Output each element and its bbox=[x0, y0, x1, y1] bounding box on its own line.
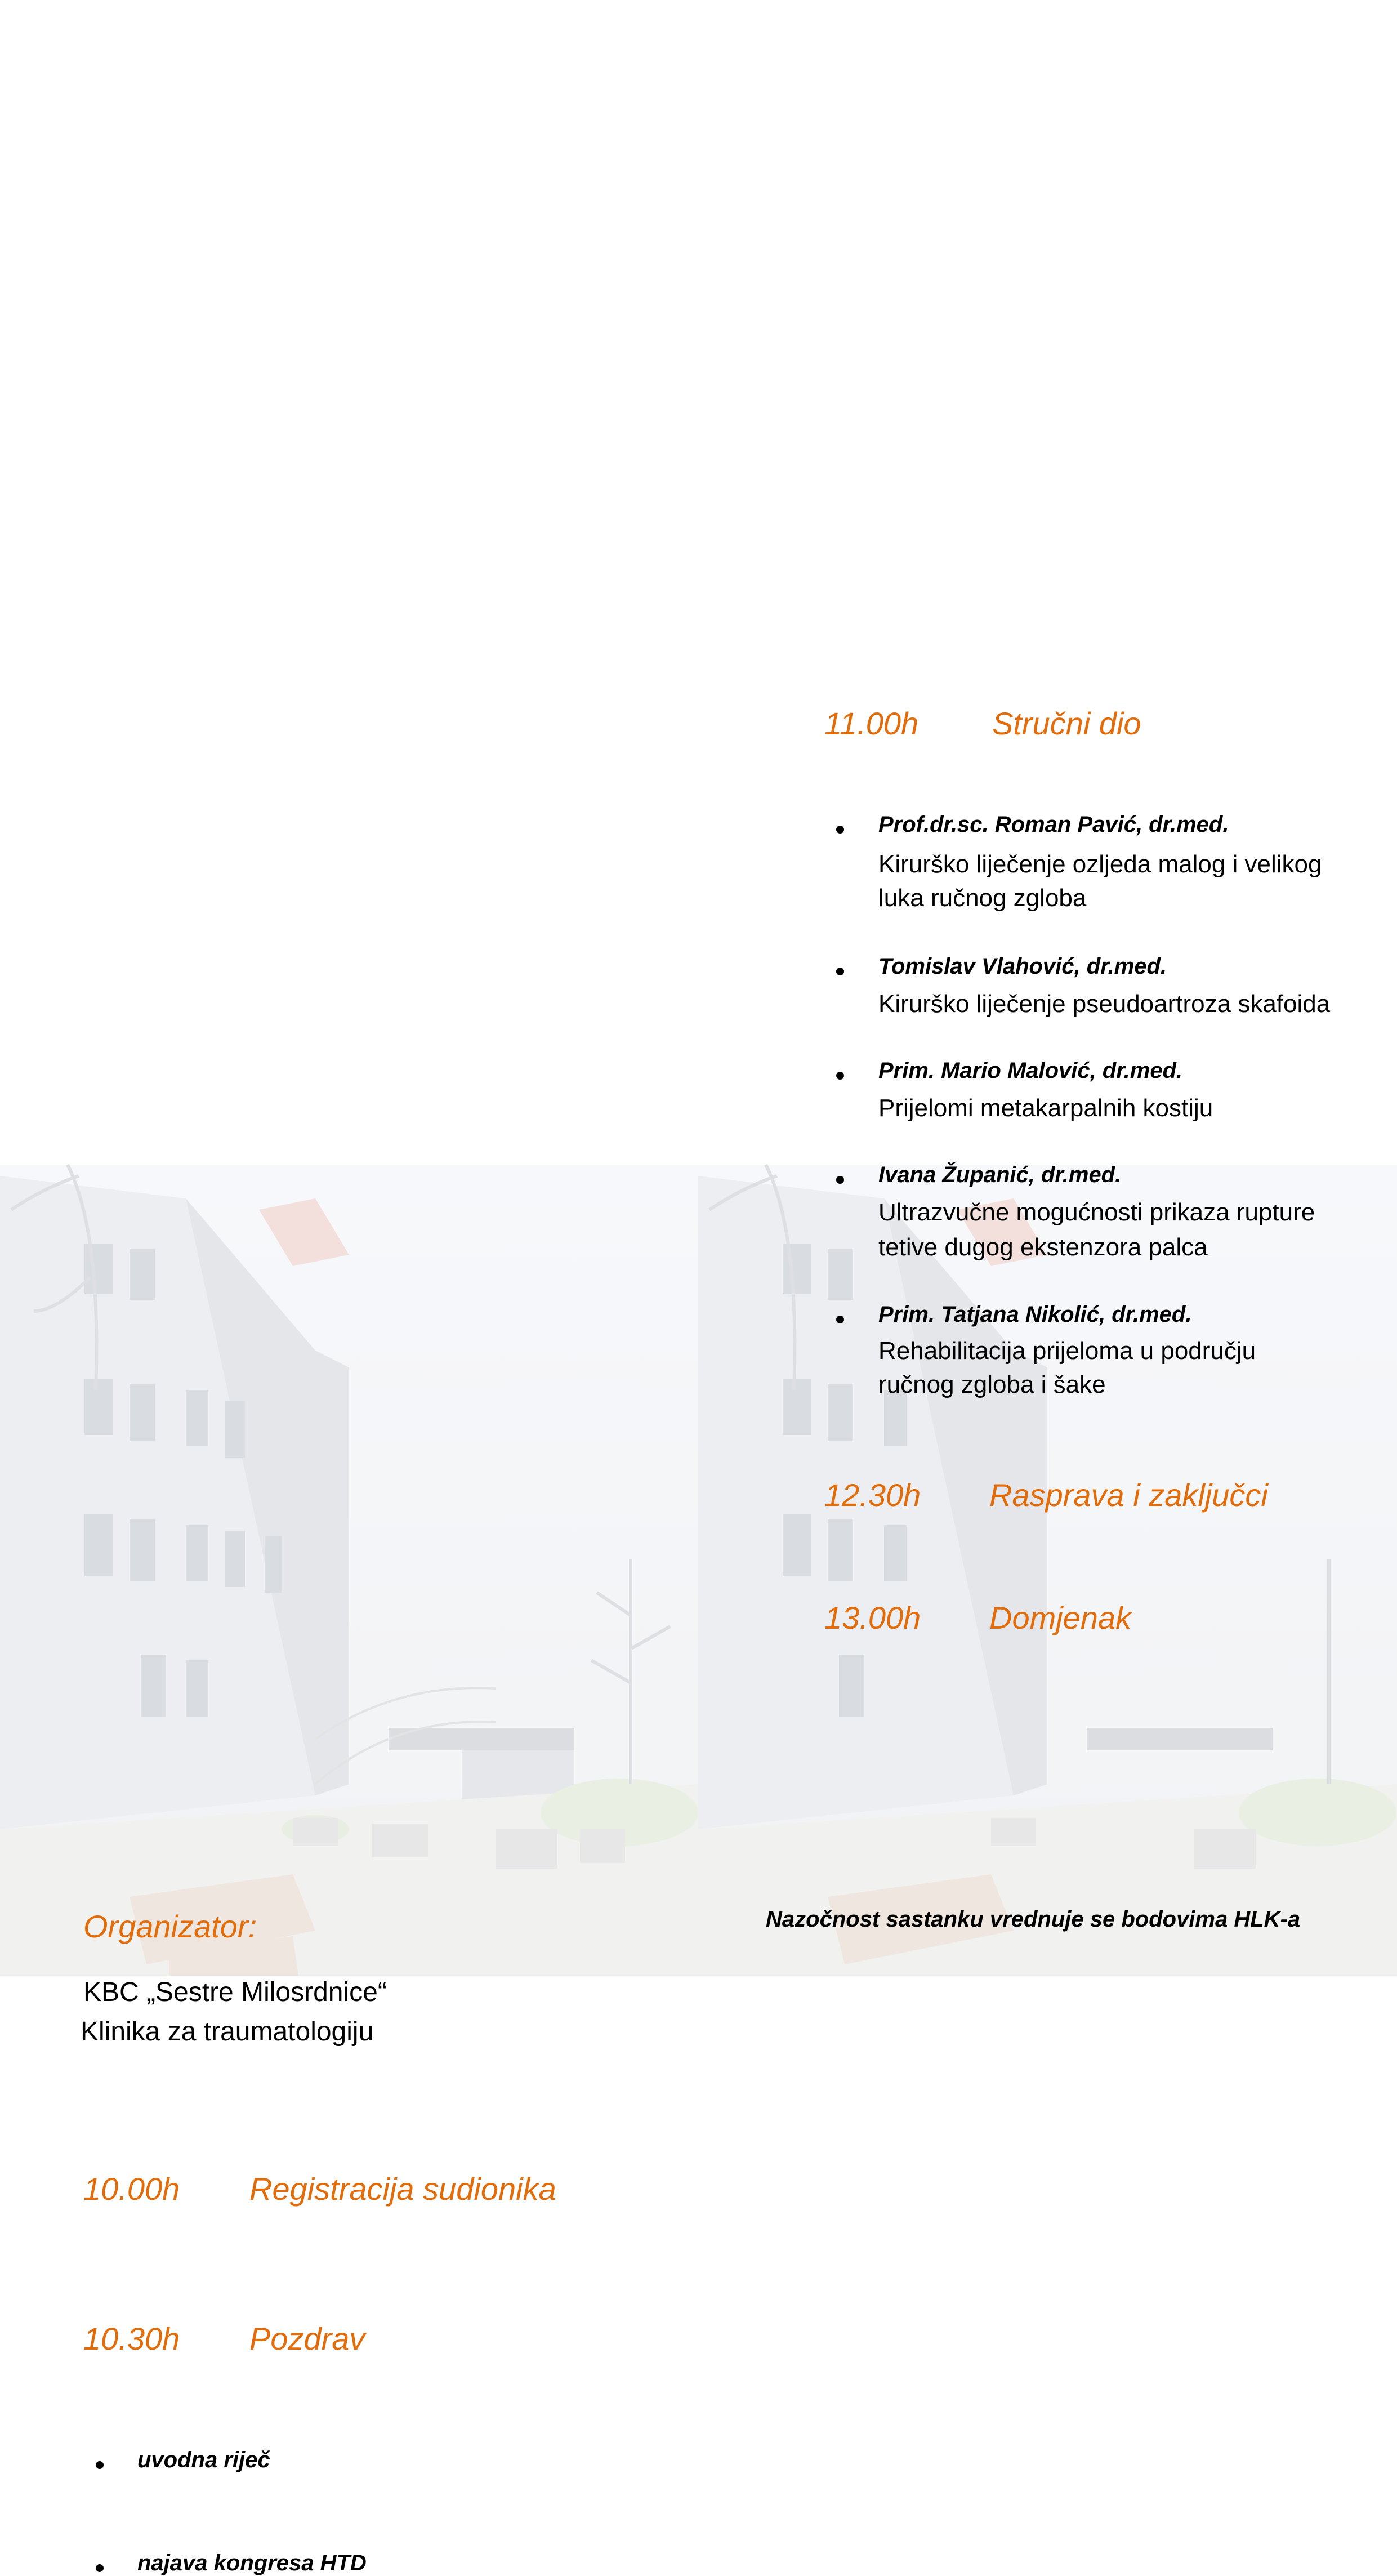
talk-title: Prijelomi metakarpalnih kostiju bbox=[878, 1094, 1213, 1122]
talk-speaker: Prof.dr.sc. Roman Pavić, dr.med. bbox=[878, 812, 1229, 837]
talk-title: luka ručnog zgloba bbox=[878, 884, 1087, 912]
schedule-time: 13.00h bbox=[824, 1600, 921, 1635]
schedule-title: Domjenak bbox=[989, 1600, 1132, 1635]
schedule-time: 12.30h bbox=[824, 1477, 921, 1513]
organizer-clinic: Klinika za traumatologiju bbox=[81, 2017, 374, 2047]
footer-note: Nazočnost sastanku vrednuje se bodovima HLK-a bbox=[766, 1907, 1301, 1932]
bullet-dot bbox=[836, 1176, 844, 1184]
bullet-dot bbox=[836, 1072, 844, 1080]
bullet-dot bbox=[836, 1316, 844, 1323]
section-time: 11.00h bbox=[824, 706, 919, 741]
talk-title: Kirurško liječenje pseudoartroza skafoida bbox=[878, 990, 1331, 1018]
bullet-dot bbox=[96, 2564, 104, 2572]
list-item: uvodna riječ bbox=[137, 2448, 270, 2472]
talk-title: Ultrazvučne mogućnosti prikaza rupture bbox=[878, 1198, 1315, 1226]
talk-speaker: Prim. Tatjana Nikolić, dr.med. bbox=[878, 1302, 1192, 1327]
right-panel bbox=[698, 1165, 1397, 1976]
talk-title: Rehabilitacija prijeloma u području bbox=[878, 1337, 1256, 1365]
list-item: najava kongresa HTD bbox=[137, 2551, 367, 2575]
organizer-name: KBC „Sestre Milosrdnice“ bbox=[83, 1977, 387, 2007]
talk-speaker: Prim. Mario Malović, dr.med. bbox=[878, 1058, 1183, 1083]
section-title: Stručni dio bbox=[992, 706, 1141, 741]
schedule-title: Rasprava i zaključci bbox=[989, 1477, 1268, 1513]
left-panel bbox=[0, 1165, 698, 2575]
bullet-dot bbox=[836, 968, 844, 975]
organizer-label: Organizator: bbox=[83, 1909, 257, 1944]
talk-speaker: Ivana Županić, dr.med. bbox=[878, 1162, 1122, 1187]
talk-title: tetive dugog ekstenzora palca bbox=[878, 1233, 1208, 1261]
talk-title: ručnog zgloba i šake bbox=[878, 1371, 1106, 1398]
bullet-dot bbox=[836, 826, 844, 834]
background-photo bbox=[698, 1165, 1397, 1976]
schedule-time: 10.00h bbox=[83, 2171, 180, 2207]
schedule-title: Registracija sudionika bbox=[249, 2171, 556, 2207]
schedule-title: Pozdrav bbox=[249, 2321, 365, 2356]
talk-title: Kirurško liječenje ozljeda malog i velikog bbox=[878, 850, 1322, 878]
background-photo bbox=[0, 1165, 698, 1976]
bullet-dot bbox=[96, 2461, 104, 2469]
schedule-time: 10.30h bbox=[83, 2321, 180, 2356]
talk-speaker: Tomislav Vlahović, dr.med. bbox=[878, 954, 1167, 979]
